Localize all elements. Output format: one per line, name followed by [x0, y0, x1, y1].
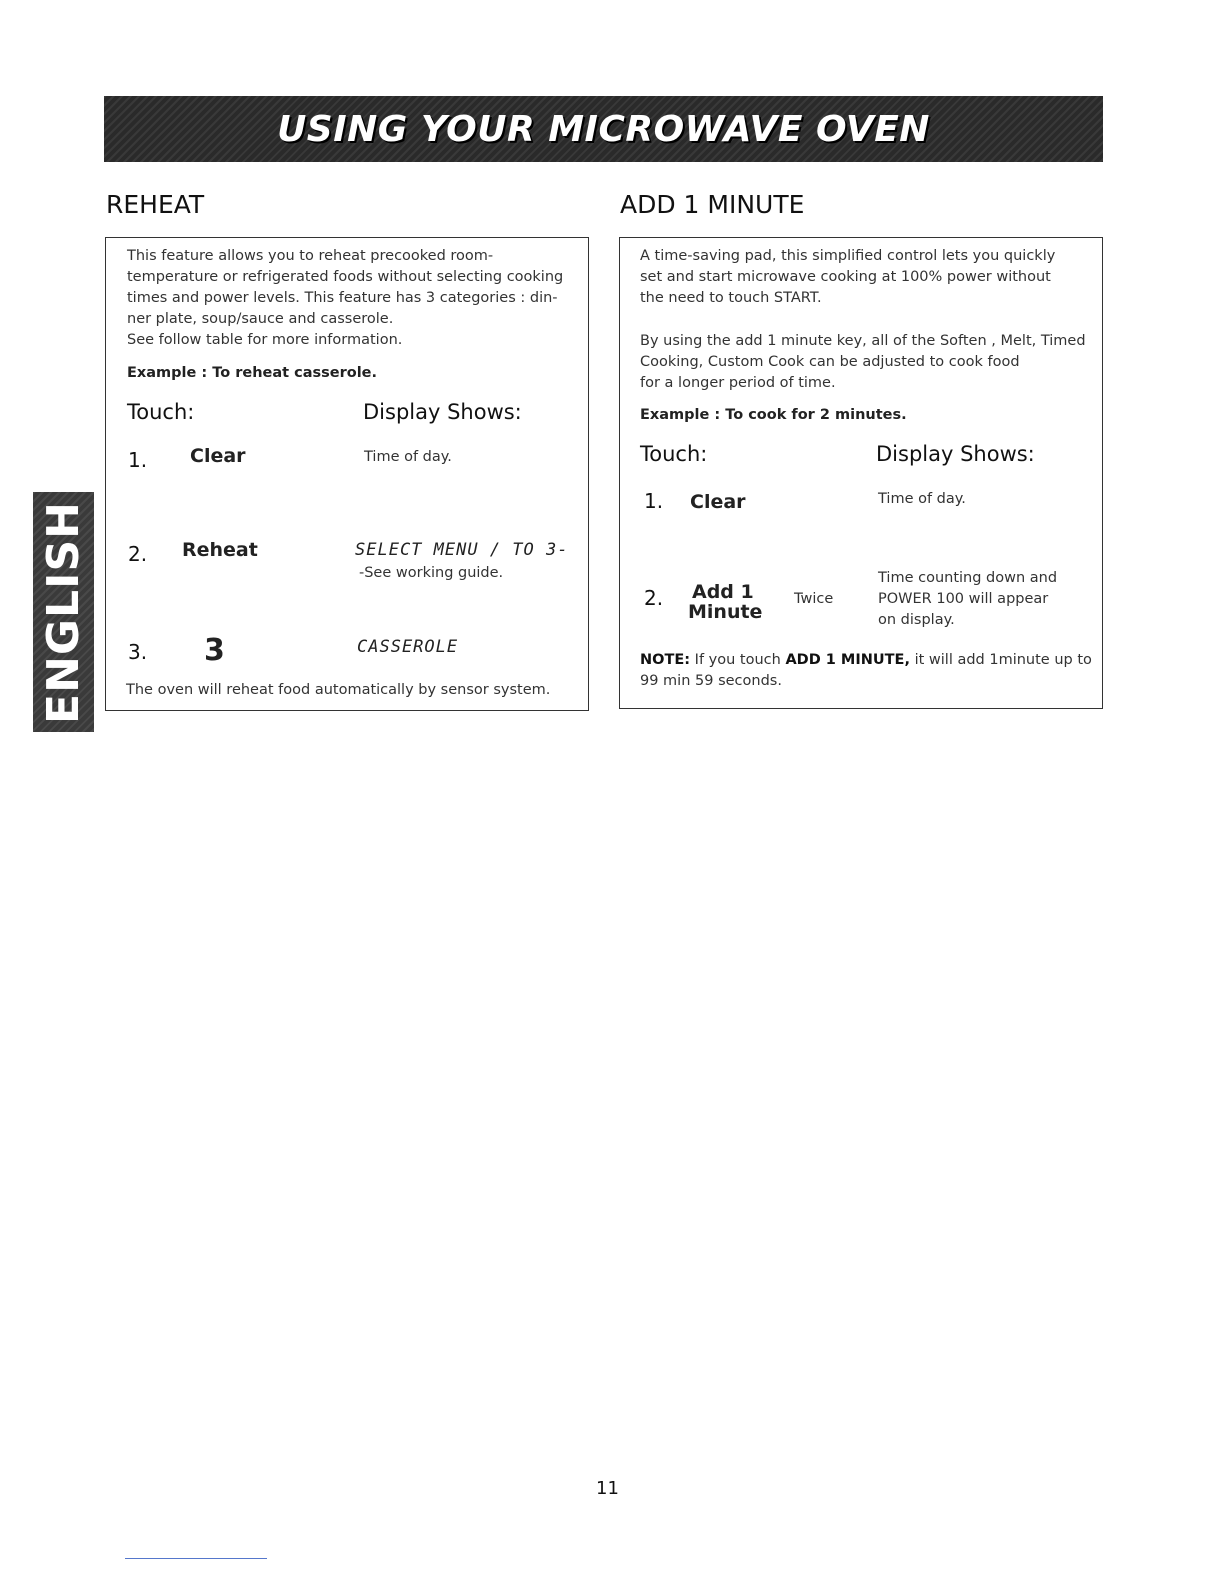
reheat-touch-header: Touch: — [127, 400, 195, 424]
add-minute-touch-header: Touch: — [640, 442, 708, 466]
add-minute-step-2-key-line1: Add 1 — [692, 581, 754, 603]
reheat-step-1-number: 1. — [128, 448, 148, 472]
reheat-step-1-display: Time of day. — [364, 449, 452, 465]
add-minute-display-header: Display Shows: — [876, 442, 1035, 466]
reheat-step-3-key: 3 — [204, 633, 225, 668]
language-tab — [33, 492, 94, 732]
language-tab-label: ENGLISH — [38, 500, 90, 724]
reheat-step-2-number: 2. — [128, 542, 148, 566]
note-label: NOTE: — [640, 652, 691, 668]
reheat-step-3-number: 3. — [128, 640, 148, 664]
reheat-intro: This feature allows you to reheat precooked room- temperature or refrigerated foods without selecting cooking times and power levels. This feature has 3 categories : din- ner plate, soup/sauce and casserole. See follow table for more information. — [127, 248, 564, 348]
reheat-title: REHEAT — [106, 190, 205, 219]
add-minute-example: Example : To cook for 2 minutes. — [640, 407, 907, 423]
page-number: 11 — [596, 1478, 619, 1499]
add-minute-step-1-key: Clear — [690, 491, 746, 513]
reheat-step-2-lcd: SELECT MENU / TO 3- — [355, 540, 569, 560]
reheat-step-1-key: Clear — [190, 445, 246, 467]
reheat-step-2-key: Reheat — [182, 539, 258, 561]
reheat-footer: The oven will reheat food automatically by sensor system. — [126, 682, 551, 698]
page-title: USING YOUR MICROWAVE OVEN — [277, 108, 930, 150]
add-minute-step-2-display: Time counting down and POWER 100 will appear on display. — [878, 570, 1058, 628]
header-banner — [104, 96, 1103, 162]
add-minute-step-1-display: Time of day. — [878, 491, 966, 507]
add-minute-step-2-modifier: Twice — [794, 591, 834, 607]
add-minute-step-2-number: 2. — [644, 586, 664, 610]
footer-divider — [125, 1558, 267, 1559]
reheat-step-3-lcd: CASSEROLE — [357, 637, 459, 657]
reheat-example: Example : To reheat casserole. — [127, 365, 378, 381]
add-minute-intro: A time-saving pad, this simplified control lets you quickly set and start microwave cooking at 100% power without the need to touch START. — [640, 248, 1056, 306]
note-key: ADD 1 MINUTE, — [785, 652, 910, 668]
add-minute-step-1-number: 1. — [644, 489, 664, 513]
reheat-display-header: Display Shows: — [363, 400, 522, 424]
add-minute-note: NOTE: If you touch ADD 1 MINUTE, it will add 1minute up to 99 min 59 seconds. — [640, 652, 1092, 689]
reheat-step-2-display: -See working guide. — [359, 565, 504, 581]
add-minute-title: ADD 1 MINUTE — [620, 190, 805, 219]
add-minute-description: By using the add 1 minute key, all of the Soften , Melt, Timed Cooking, Custom Cook can be adjusted to cook food for a longer period of time. — [640, 333, 1086, 391]
add-minute-step-2-key-line2: Minute — [688, 601, 763, 623]
